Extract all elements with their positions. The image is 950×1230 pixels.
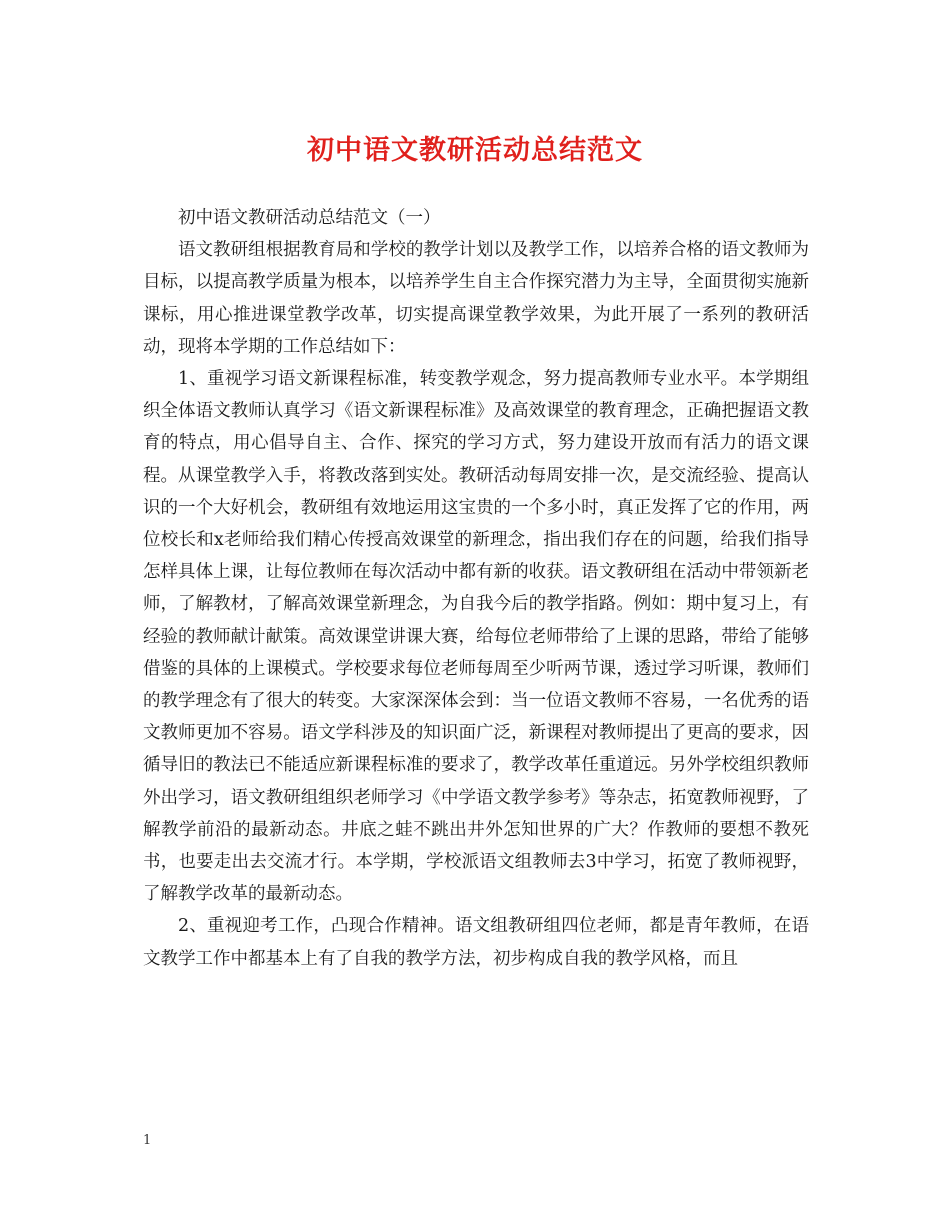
section-heading: 初中语文教研活动总结范文（一） xyxy=(178,208,441,228)
paragraph-point-1: 1、重视学习语文新课程标准，转变教学观念，努力提高教师专业水平。本学期组织全体语文教师认真学习《语文新课程标准》及高效课堂的教育理念，正确把握语文教育的特点，用心倡导自主、合作、探究的学习方式，努力建设开放而有活力的语文课程。从课堂教学入手，将教改落到实处。教研活动每周安排一次，是交流经验、提高认识的一个大好机会，教研组有效地运用这宝贵的一个多小时，真正发挥了它的作用，两位校长和x老师给我们精心传授高效课堂的新理念，指出我们存在的问题，给我们指导怎样具体上课，让每位教师在每次活动中都有新的收获。语文教研组在活动中带领新老师，了解教材，了解高效课堂新理念，为自我今后的教学指路。例如：期中复习上，有经验的教师献计献策。高效课堂讲课大赛，给每位老师带给了上课的思路，带给了能够借鉴的具体的上课模式。学校要求每位老师每周至少听两节课，透过学习听课，教师们的教学理念有了很大的转变。大家深深体会到：当一位语文教师不容易，一名优秀的语文教师更加不容易。语文学科涉及的知识面广泛，新课程对教师提出了更高的要求，因循导旧的教法已不能适应新课程标准的要求了，教学改革任重道远。另外学校组织教师外出学习，语文教研组组织老师学习《中学语文教学参考》等杂志，拓宽教师视野，了解教学前沿的最新动态。井底之蛙不跳出井外怎知世界的广大？作教师的要想不教死书，也要走出去交流才行。本学期，学校派语文组教师去3中学习，拓宽了教师视野，了解教学改革的最新动态。 xyxy=(143,369,809,905)
document-title: 初中语文教研活动总结范文 xyxy=(307,135,643,166)
paragraph-intro: 语文教研组根据教育局和学校的教学计划以及教学工作，以培养合格的语文教师为目标，以提高教学质量为根本，以培养学生自主合作探究潜力为主导，全面贯彻实施新课标，用心推进课堂教学改革，切实提高课堂教学效果，为此开展了一系列的教研活动，现将本学期的工作总结如下： xyxy=(143,240,809,357)
paragraph-point-2: 2、重视迎考工作，凸现合作精神。语文组教研组四位老师，都是青年教师，在语文教学工作中都基本上有了自我的教学方法，初步构成自我的教学风格，而且 xyxy=(143,916,809,969)
document-body xyxy=(143,202,809,975)
page-number: 1 xyxy=(143,1133,152,1148)
